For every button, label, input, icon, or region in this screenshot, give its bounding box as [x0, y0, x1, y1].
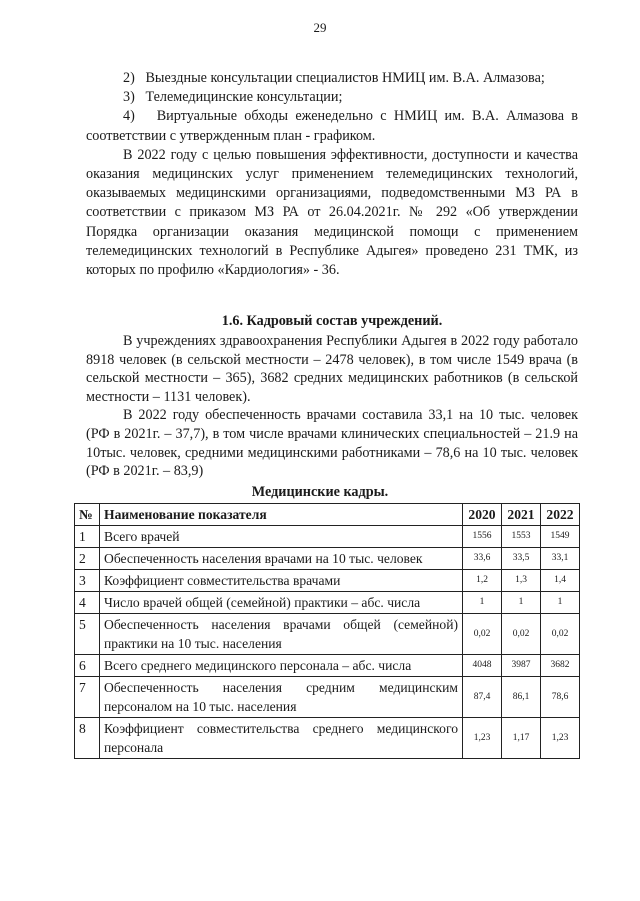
row-2022: 1,23 — [541, 718, 580, 759]
table-header-row — [75, 504, 580, 526]
row-2020: 1,2 — [463, 570, 502, 592]
list-item-text: Виртуальные обходы еженедельно с НМИЦ им. В.А. Алмазова в соответствии с утвержденным план - графиком. — [86, 108, 578, 144]
section-body — [86, 332, 578, 481]
row-2021: 1 — [502, 592, 541, 614]
table-row — [75, 570, 580, 592]
row-2020: 1,23 — [463, 718, 502, 759]
row-num: 5 — [75, 614, 100, 655]
header-num: № — [75, 504, 100, 526]
row-2022: 78,6 — [541, 677, 580, 718]
table-row — [75, 614, 580, 655]
row-name: Обеспеченность населения средним медицинским персоналом на 10 тыс. населения — [100, 677, 463, 718]
table-row — [75, 592, 580, 614]
row-name: Всего врачей — [100, 526, 463, 548]
paragraph-staff: В учреждениях здравоохранения Республики Адыгея в 2022 году работало 8918 человек (в сельской местности – 2478 человек), в том числе 1549 врача (в сельской местности – 365), 3682 средних медицинских работников (в сельской местности – 1131 человек). — [86, 333, 578, 405]
list-item-text: Телемедицинские консультации; — [145, 89, 343, 106]
section-heading: 1.6. Кадровый состав учреждений. — [221, 313, 443, 329]
row-name: Коэффициент совместительства среднего медицинского персонала — [100, 718, 463, 759]
row-name: Обеспеченность населения врачами общей (семейной) практики на 10 тыс. населения — [100, 614, 463, 655]
row-2022: 33,1 — [541, 548, 580, 570]
list-item — [86, 107, 578, 145]
table-row — [75, 655, 580, 677]
row-2020: 1 — [463, 592, 502, 614]
list-item-text: Выездные консультации специалистов НМИЦ им. В.А. Алмазова; — [145, 70, 545, 86]
table-title: Медицинские кадры. — [251, 484, 389, 500]
list-item — [86, 69, 578, 88]
row-2022: 1549 — [541, 526, 580, 548]
row-num: 4 — [75, 592, 100, 614]
medical-staff-table — [74, 503, 580, 759]
row-2020: 33,6 — [463, 548, 502, 570]
page-number: 29 — [313, 20, 327, 35]
row-2021: 86,1 — [502, 677, 541, 718]
row-2020: 0,02 — [463, 614, 502, 655]
row-name: Коэффициент совместительства врачами — [100, 570, 463, 592]
row-2021: 0,02 — [502, 614, 541, 655]
row-name: Обеспеченность населения врачами на 10 тыс. человек — [100, 548, 463, 570]
header-2021: 2021 — [502, 504, 541, 526]
list-item-number: 3) — [123, 89, 135, 106]
table-row — [75, 718, 580, 759]
row-2021: 1,17 — [502, 718, 541, 759]
row-2021: 33,5 — [502, 548, 541, 570]
row-2020: 87,4 — [463, 677, 502, 718]
row-num: 1 — [75, 526, 100, 548]
row-2022: 1 — [541, 592, 580, 614]
row-num: 7 — [75, 677, 100, 718]
table-row — [75, 548, 580, 570]
row-2020: 1556 — [463, 526, 502, 548]
list-item-number: 4) — [123, 108, 135, 125]
intro-block — [86, 69, 578, 280]
row-name: Число врачей общей (семейной) практики – абс. числа — [100, 592, 463, 614]
table-row — [75, 526, 580, 548]
row-name: Всего среднего медицинского персонала – абс. числа — [100, 655, 463, 677]
list-item — [86, 88, 578, 107]
row-2022: 3682 — [541, 655, 580, 677]
header-name: Наименование показателя — [100, 504, 463, 526]
table-row — [75, 677, 580, 718]
paragraph-telemedicine: В 2022 году с целью повышения эффективности, доступности и качества оказания медицинских услуг применением телемедицинских технологий, оказываемых медицинскими организациями, подведомственными МЗ РА в соответствии с приказом МЗ РА от 26.04.2021г. № 292 «Об утверждении Порядка организации оказания медицинской помощи с применением телемедицинских технологий в Республике Адыгея» проведено 231 ТМК, из которых по профилю «Кардиология» - 36. — [86, 146, 578, 279]
row-num: 3 — [75, 570, 100, 592]
paragraph-provision: В 2022 году обеспеченность врачами составила 33,1 на 10 тыс. человек (РФ в 2021г. – 37,7), в том числе врачами клинических специальностей – 21.9 на 10тыс. человек, средними медицинскими работниками – 78,6 на 10 тыс. человек (РФ в 2021г. – 83,9) — [86, 407, 578, 480]
row-2022: 0,02 — [541, 614, 580, 655]
row-num: 6 — [75, 655, 100, 677]
header-2022: 2022 — [541, 504, 580, 526]
row-2021: 1,3 — [502, 570, 541, 592]
row-2022: 1,4 — [541, 570, 580, 592]
row-2021: 3987 — [502, 655, 541, 677]
header-2020: 2020 — [463, 504, 502, 526]
row-2021: 1553 — [502, 526, 541, 548]
row-2020: 4048 — [463, 655, 502, 677]
row-num: 8 — [75, 718, 100, 759]
row-num: 2 — [75, 548, 100, 570]
list-item-number: 2) — [123, 70, 135, 86]
